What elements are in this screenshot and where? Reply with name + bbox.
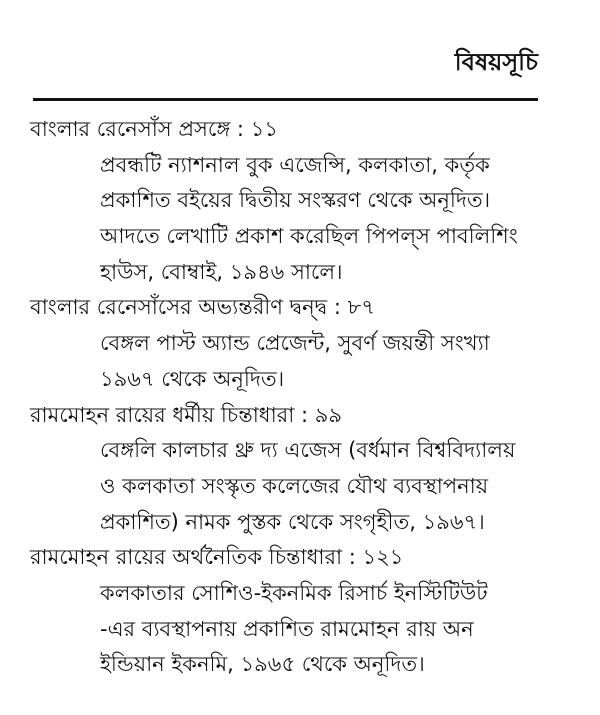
entry-title: বাংলার রেনেসাঁস প্রসঙ্গে bbox=[30, 117, 231, 141]
toc-entry bbox=[30, 398, 550, 541]
toc-heading[interactable]: বাংলার রেনেসাঁসের অভ্যন্তরীণ দ্বন্দ্ব : ৮৭ bbox=[30, 295, 375, 320]
contents-list bbox=[30, 112, 550, 683]
entry-title: বাংলার রেনেসাঁসের অভ্যন্তরীণ দ্বন্দ্ব bbox=[30, 295, 328, 320]
entry-page-number: ৯৯ bbox=[314, 402, 343, 427]
toc-heading[interactable]: বাংলার রেনেসাঁস প্রসঙ্গে : ১১ bbox=[30, 117, 278, 141]
entry-page-number: ৮৭ bbox=[347, 295, 375, 320]
entry-note-line: কলকাতার সোশিও-ইকনমিক রিসার্চ ইনস্টিটিউট bbox=[100, 580, 488, 605]
toc-entry bbox=[30, 540, 550, 683]
entry-page-number: ১১ bbox=[250, 117, 278, 141]
entry-title: রামমোহন রায়ের অর্থনৈতিক চিন্তাধারা bbox=[30, 545, 343, 570]
toc-heading[interactable]: রামমোহন রায়ের ধর্মীয় চিন্তাধারা : ৯৯ bbox=[30, 402, 343, 427]
toc-entry bbox=[30, 112, 550, 290]
entry-note-line: ১৯৬৭ থেকে অনূদিত। bbox=[100, 366, 285, 391]
toc-entry bbox=[30, 290, 550, 397]
toc-heading[interactable]: রামমোহন রায়ের অর্থনৈতিক চিন্তাধারা : ১২১ bbox=[30, 545, 404, 570]
entry-note-line: -এর ব্যবস্থাপনায় প্রকাশিত রামমোহন রায় অন bbox=[100, 616, 474, 641]
entry-note-line: প্রকাশিত বইয়ের দ্বিতীয় সংস্করণ থেকে অনূদিত। bbox=[100, 188, 491, 213]
entry-note-line: বেঙ্গলি কালচার থ্রু দ্য এজেস (বর্ধমান বিশ্ববিদ্যালয় bbox=[100, 438, 516, 463]
entry-page-number: ১২১ bbox=[362, 545, 404, 570]
entry-note-line: ও কলকাতা সংস্কৃত কলেজের যৌথ ব্যবস্থাপনায় bbox=[100, 473, 489, 498]
entry-note-line: বেঙ্গল পাস্ট অ্যান্ড প্রেজেন্ট, সুবর্ণ জয়ন্তী সংখ্যা bbox=[100, 331, 490, 356]
entry-note-line: প্রবন্ধটি ন্যাশনাল বুক এজেন্সি, কলকাতা, কর্তৃক bbox=[100, 152, 490, 177]
entry-note-line: আদতে লেখাটি প্রকাশ করেছিল পিপল্‌স পাবলিশিং bbox=[100, 224, 518, 249]
title-divider bbox=[33, 98, 538, 101]
entry-note-line: হাউস, বোম্বাই, ১৯৪৬ সালে। bbox=[100, 259, 343, 284]
page-title: বিষয়সূচি bbox=[454, 48, 538, 76]
entry-title: রামমোহন রায়ের ধর্মীয় চিন্তাধারা bbox=[30, 402, 295, 427]
entry-note-line: ইন্ডিয়ান ইকনমি, ১৯৬৫ থেকে অনূদিত। bbox=[100, 652, 425, 677]
entry-note-line: প্রকাশিত) নামক পুস্তক থেকে সংগৃহীত, ১৯৬৭। bbox=[100, 509, 485, 534]
